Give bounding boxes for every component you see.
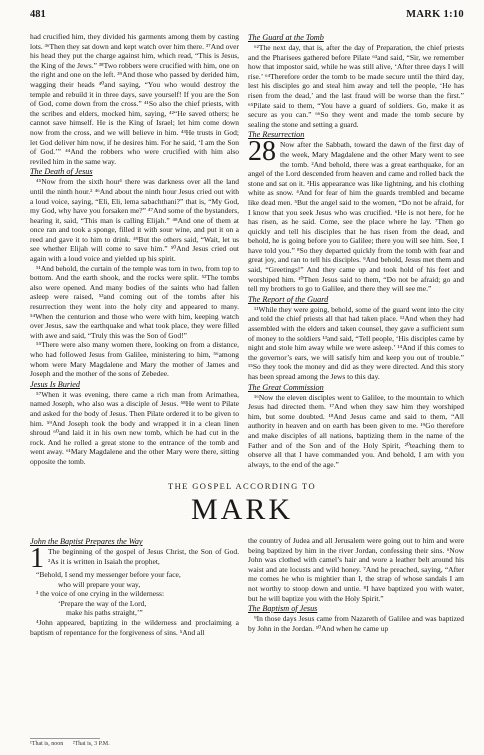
paragraph: ⁶²The next day, that is, after the day of Preparation, the chief priests and the Pharisees gathered before Pilate ⁶³and said, “Sir, we remember how that impostor said, while he was still alive, ‘After three days I will rise.’ ⁶⁴Therefore order the tomb to be made secure until the third day, lest his disciples go and steal him away and tell the people, ‘He has risen from the dead,’ and the last fraud will be worse than the first.” ⁶⁵Pilate said to them, “You have a guard of soldiers. Go, make it as secure as you can.” ⁶⁶So they went and made the tomb secure by sealing the stone and setting a guard. bbox=[248, 43, 464, 129]
paragraph: ⁴⁵Now from the sixth hour¹ there was darkness over all the land until the ninth hour.² ⁴⁶And about the ninth hour Jesus cried out with a loud voice, saying, “Eli, Eli, lema sabachthani?” that is, “My God, my God, why have you forsaken me?” ⁴⁷And some of the bystanders, hearing it, said, “This man is calling Elijah.” ⁴⁸And one of them at once ran and took a sponge, filled it with sour wine, and put it on a reed and gave it to him to drink. ⁴⁹But the others said, “Wait, let us see whether Elijah will come to save him.” ⁵⁰And Jesus cried out again with a loud voice and yielded up his spirit. bbox=[30, 177, 239, 264]
paragraph: had crucified him, they divided his garments among them by casting lots. ³⁶Then they sat down and kept watch over him there. ³⁷And over his head they put the charge against him, which read, “This is Jesus, the King of the Jews.” ³⁸Two robbers were crucified with him, one on the right and one on the left. ³⁹And those who passed by derided him, wagging their heads ⁴⁰and saying, “You who would destroy the temple and rebuild it in three days, save yourself! If you are the Son of God, come down from the cross.” ⁴¹So also the chief priests, with the scribes and elders, mocked him, saying, ⁴²“He saved others; he cannot save himself. He is the King of Israel; let him come down now from the cross, and we will believe in him. ⁴³He trusts in God; let God deliver him now, if he desires him. For he said, ‘I am the Son of God.’” ⁴⁴And the robbers who were crucified with him also reviled him in the same way. bbox=[30, 32, 239, 166]
page-header bbox=[30, 9, 464, 23]
book-title: MARK bbox=[190, 493, 293, 526]
poetry-line: ‘Prepare the way of the Lord, bbox=[58, 598, 147, 608]
footnotes bbox=[30, 741, 118, 747]
paragraph: ⁴John appeared, baptizing in the wilderness and proclaiming a baptism of repentance for the forgiveness of sins. ⁵And all bbox=[30, 617, 239, 637]
paragraph: ⁵⁵There were also many women there, looking on from a distance, who had followed Jesus from Galilee, ministering to him, ⁵⁶among whom were Mary Magdalene and Mary the mother of James and Joseph and the mother of the sons of Zebedee. bbox=[30, 340, 239, 379]
column-left-top bbox=[30, 32, 239, 464]
poetry-line: ³ the voice of one crying in the wilderness: bbox=[36, 589, 165, 599]
paragraph: 28 Now after the Sabbath, toward the dawn of the first day of the week, Mary Magdalene and the other Mary went to see the tomb. ²And behold, there was a great earthquake, for an angel of the Lord descended from heaven and came and rolled back the stone and sat on it. ³His appearance was like lightning, and his clothing white as snow. ⁴And for fear of him the guards trembled and became like dead men. ⁵But the angel said to the women, “Do not be afraid, for I know that you seek Jesus who was crucified. ⁶He is not here, for he has risen, as he said. Come, see the place where he lay. ⁷Then go quickly and tell his disciples that he has risen from the dead, and behold, he is going before you to Galilee; there you will see him. See, I have told you.” ⁸So they departed quickly from the tomb with fear and great joy, and ran to tell his disciples. ⁹And behold, Jesus met them and said, “Greetings!” And they came up and took hold of his feet and worshiped him. ¹⁰Then Jesus said to them, “Do not be afraid; go and tell my brothers to go to Galilee, and there they will see me.” bbox=[248, 136, 464, 294]
section-heading: The Baptism of Jesus bbox=[248, 604, 318, 614]
paragraph: ¹⁶Now the eleven disciples went to Galilee, to the mountain to which Jesus had directed them. ¹⁷And when they saw him they worshiped him, but some doubted. ¹⁸And Jesus came and said to them, “All authority in heaven and on earth has been given to me. ¹⁹Go therefore and make disciples of all nations, baptizing them in the name of the Father and of the Son and of the Holy Spirit, ²⁰teaching them to observe all that I have commanded you. And behold, I am with you always, to the end of the age.” bbox=[248, 392, 464, 469]
paragraph: ¹¹While they were going, behold, some of the guard went into the city and told the chief priests all that had taken place. ¹²And when they had assembled with the elders and taken counsel, they gave a sufficient sum of money to the soldiers ¹³and said, “Tell people, ‘His disciples came by night and stole him away while we were asleep.’ ¹⁴And if this comes to the governor’s ears, we will satisfy him and keep you out of trouble.” ¹⁵So they took the money and did as they were directed. And this story has been spread among the Jews to this day. bbox=[248, 304, 465, 381]
column-right-bottom bbox=[248, 536, 464, 736]
paragraph: ⁵¹And behold, the curtain of the temple was torn in two, from top to bottom. And the earth shook, and the rocks were split. ⁵²The tombs also were opened. And many bodies of the saints who had fallen asleep were raised, ⁵³and coming out of the tombs after his resurrection they went into the holy city and appeared to many. ⁵⁴When the centurion and those who were with him, keeping watch over Jesus, saw the earthquake and what took place, they were filled with awe and said, “Truly this was the Son of God!” bbox=[30, 263, 239, 340]
section-heading: The Great Commission bbox=[248, 382, 324, 392]
section-heading: John the Baptist Prepares the Way bbox=[30, 537, 143, 546]
column-right-top bbox=[248, 32, 465, 469]
chapter-number: 1 bbox=[30, 543, 44, 574]
poetry-line: make his paths straight,’” bbox=[66, 608, 143, 618]
page-number: 481 bbox=[30, 9, 46, 20]
paragraph: the country of Judea and all Jerusalem were going out to him and were being baptized by him in the river Jordan, confessing their sins. ⁶Now John was clothed with camel’s hair and wore a leather belt around his waist and ate locusts and wild honey. ⁷And he preached, saying, “After me comes he who is mightier than I, the strap of whose sandals I am not worthy to stoop down and untie. ⁸I have baptized you with water, but he will baptize you with the Holy Spirit.” bbox=[248, 536, 464, 603]
poetry-line: who will prepare your way, bbox=[58, 579, 141, 589]
paragraph: ⁵⁷When it was evening, there came a rich man from Arimathea, named Joseph, who also was a disciple of Jesus. ⁵⁸He went to Pilate and asked for the body of Jesus. Then Pilate ordered it to be given to him. ⁵⁹And Joseph took the body and wrapped it in a clean linen shroud ⁶⁰and laid it in his own new tomb, which he had cut in the rock. And he rolled a great stone to the entrance of the tomb and went away. ⁶¹Mary Magdalene and the other Mary were there, sitting opposite the tomb. bbox=[30, 389, 239, 466]
footnote-rule bbox=[30, 738, 100, 739]
footnote: ¹That is, noon bbox=[30, 741, 64, 747]
section-heading: The Report of the Guard bbox=[248, 294, 329, 304]
book-title-block bbox=[0, 481, 484, 527]
section-heading: The Guard at the Tomb bbox=[248, 33, 324, 42]
book-subtitle: THE GOSPEL ACCORDING TO bbox=[168, 481, 316, 491]
running-head: MARK 1:10 bbox=[406, 9, 464, 20]
paragraph: 1 The beginning of the gospel of Jesus Christ, the Son of God. ²As it is written in Isaiah the prophet, bbox=[30, 543, 239, 574]
section-heading: The Resurrection bbox=[248, 130, 305, 140]
section-heading: The Death of Jesus bbox=[30, 167, 93, 177]
column-left-bottom bbox=[30, 536, 239, 736]
section-heading: Jesus Is Buried bbox=[30, 379, 81, 389]
poetry-line: “Behold, I send my messenger before your face, bbox=[36, 570, 181, 579]
chapter-number: 28 bbox=[248, 136, 276, 168]
footnote: ²That is, 3 P.M. bbox=[72, 741, 110, 747]
paragraph: ⁹In those days Jesus came from Nazareth of Galilee and was baptized by John in the Jordan. ¹⁰And when he came up bbox=[248, 614, 464, 633]
